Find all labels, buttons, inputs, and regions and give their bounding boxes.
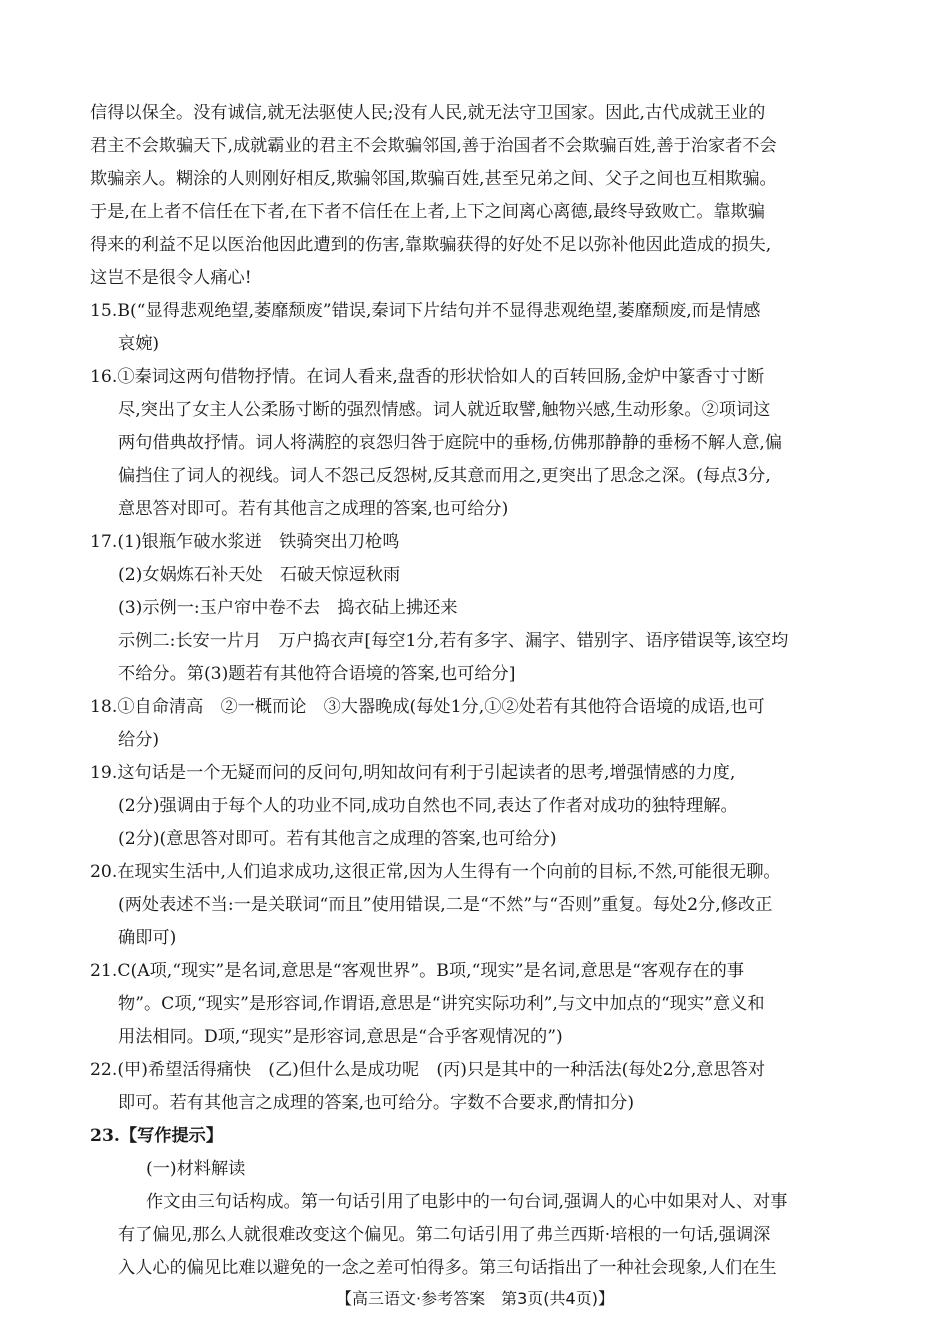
answer-16: 16.①秦词这两句借物抒情。在词人看来,盘香的形状恰如人的百转回肠,金炉中篆香寸寸断 (90, 367, 765, 387)
page-footer: 【高三语文·参考答案 第3页(共4页)】 (336, 1289, 614, 1308)
text-line: 偏挡住了词人的视线。词人不怨己反怨树,反其意而用之,更突出了思念之深。(每点3分, (118, 466, 771, 486)
answer-23-heading: 23.【写作提示】 (90, 1126, 224, 1146)
text-line: 作文由三句话构成。第一句话引用了电影中的一句台词,强调人的心中如果对人、对事 (146, 1192, 788, 1212)
text-line: 用法相同。D项,“现实”是形容词,意思是“合乎客观情况的”) (118, 1027, 563, 1047)
text-line: 这岂不是很令人痛心! (90, 268, 252, 288)
text-line: (2)女娲炼石补天处 石破天惊逗秋雨 (118, 565, 401, 585)
answer-22: 22.(甲)希望活得痛快 (乙)但什么是成功呢 (丙)只是其中的一种活法(每处2分,意思答对 (90, 1060, 766, 1080)
text-line: 即可。若有其他言之成理的答案,也可给分。字数不合要求,酌情扣分) (118, 1093, 635, 1113)
text-line: 意思答对即可。若有其他言之成理的答案,也可给分) (118, 499, 509, 519)
text-line: 给分) (118, 730, 160, 750)
text-line: 于是,在上者不信任在下者,在下者不信任在上者,上下之间离心离德,最终导致败亡。靠欺骗 (90, 202, 765, 222)
answer-21: 21.C(A项,“现实”是名词,意思是“客观世界”。B项,“现实”是名词,意思是“客观存在的事 (90, 961, 745, 981)
answer-15: 15.B(“显得悲观绝望,萎靡颓废”错误,秦词下片结句并不显得悲观绝望,萎靡颓废,而是情感 (90, 301, 761, 321)
text-line: 得来的利益不足以医治他因此遭到的伤害,靠欺骗获得的好处不足以弥补他因此造成的损失, (90, 235, 772, 255)
text-line: 信得以保全。没有诚信,就无法驱使人民;没有人民,就无法守卫国家。因此,古代成就王业的 (90, 103, 766, 123)
text-line: 哀婉) (118, 334, 160, 354)
text-line: 确即可) (118, 928, 177, 948)
text-line: (2分)强调由于每个人的功业不同,成功自然也不同,表达了作者对成功的独特理解。 (118, 796, 738, 816)
text-line: 不给分。第(3)题若有其他符合语境的答案,也可给分] (118, 664, 516, 684)
subheading: (一)材料解读 (146, 1159, 246, 1179)
text-line: 有了偏见,那么人就很难改变这个偏见。第二句话引用了弗兰西斯·培根的一句话,强调深 (118, 1225, 771, 1245)
text-line: 君主不会欺骗天下,成就霸业的君主不会欺骗邻国,善于治国者不会欺骗百姓,善于治家者不会 (90, 136, 777, 156)
text-line: 入人心的偏见比难以避免的一念之差可怕得多。第三句话指出了一种社会现象,人们在生 (118, 1258, 777, 1278)
answer-20: 20.在现实生活中,人们追求成功,这很正常,因为人生得有一个向前的目标,不然,可能很无聊。 (90, 862, 781, 882)
answer-17: 17.(1)银瓶乍破水浆迸 铁骑突出刀枪鸣 (90, 532, 400, 552)
text-line: (2分)(意思答对即可。若有其他言之成理的答案,也可给分) (118, 829, 557, 849)
text-line: 示例二:长安一片月 万户捣衣声[每空1分,若有多字、漏字、错别字、语序错误等,该空均 (118, 631, 789, 651)
answer-18: 18.①自命清高 ②一概而论 ③大器晚成(每处1分,①②处若有其他符合语境的成语,也可 (90, 697, 765, 717)
text-line: (两处表述不当:一是关联词“而且”使用错误,二是“不然”与“否则”重复。每处2分,修改正 (118, 895, 773, 915)
text-line: 欺骗亲人。糊涂的人则刚好相反,欺骗邻国,欺骗百姓,甚至兄弟之间、父子之间也互相欺骗。 (90, 169, 777, 189)
text-line: (3)示例一:玉户帘中卷不去 捣衣砧上拂还来 (118, 598, 458, 618)
text-line: 尽,突出了女主人公柔肠寸断的强烈情感。词人就近取譬,触物兴感,生动形象。②项词这 (118, 400, 771, 420)
text-line: 两句借典故抒情。词人将满腔的哀怨归咎于庭院中的垂杨,仿佛那静静的垂杨不解人意,偏 (118, 433, 783, 453)
answer-19: 19.这句话是一个无疑而问的反问句,明知故问有利于引起读者的思考,增强情感的力度, (90, 763, 736, 783)
text-line: 物”。C项,“现实”是形容词,作谓语,意思是“讲究实际功利”,与文中加点的“现实”意义和 (118, 994, 765, 1014)
